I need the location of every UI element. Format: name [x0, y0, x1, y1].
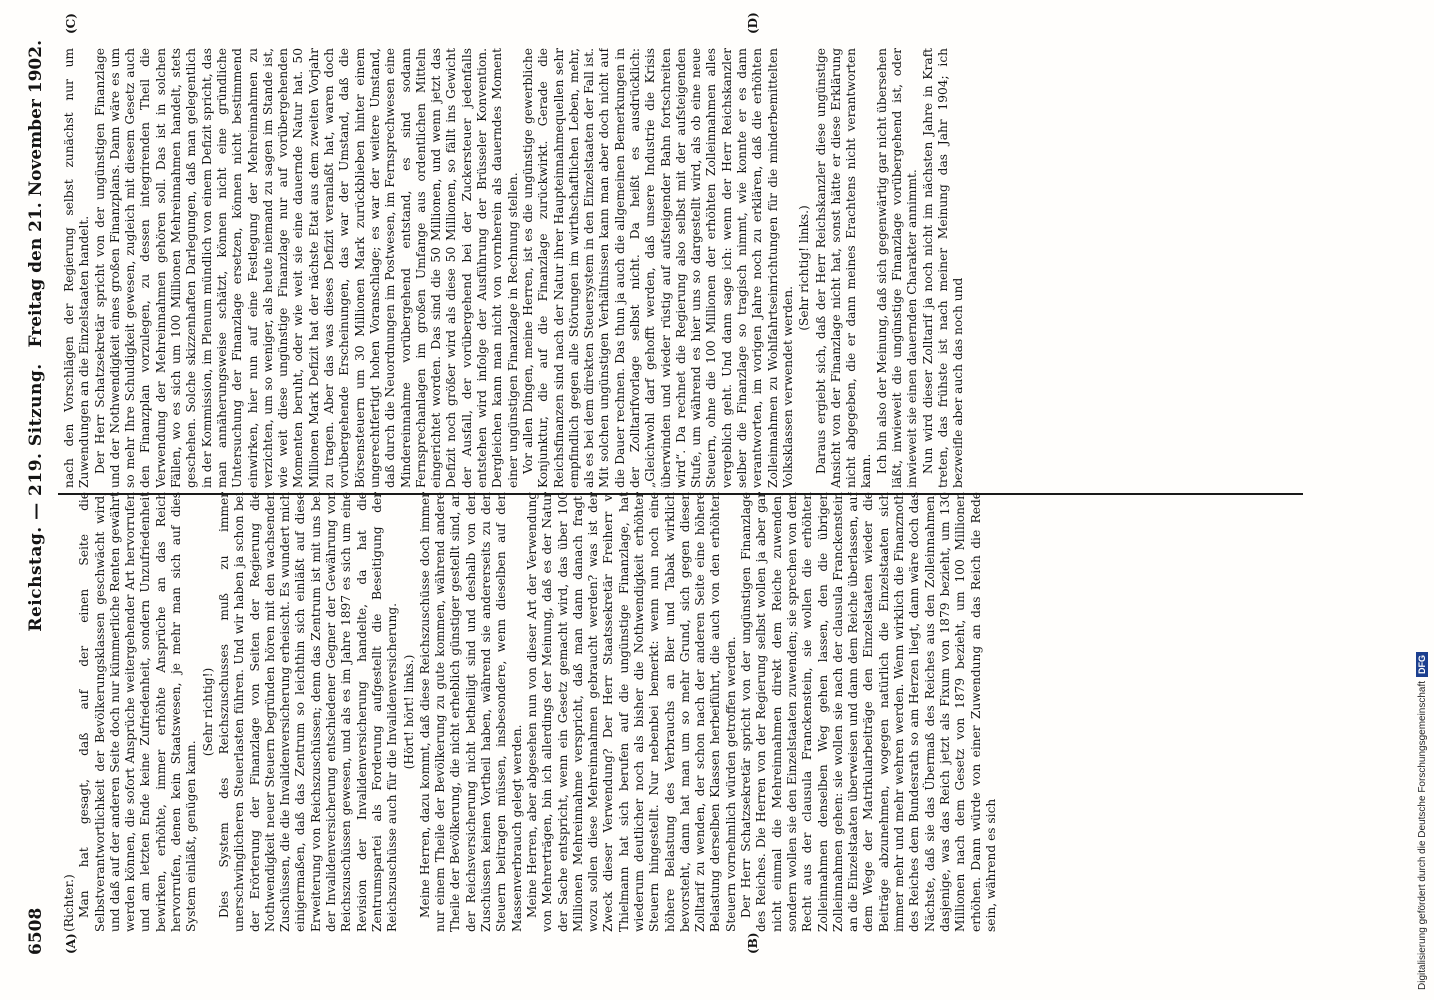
digitization-watermark — [1416, 10, 1430, 990]
column-divider — [58, 493, 1303, 495]
watermark-text: Digitalisierung gefördert durch die Deutsche Forschungsgemeinschaft — [1417, 680, 1428, 990]
paragraph: Der Herr Schatzsekretär spricht von der ungünstigen Finanzlage des Reiches. Die Herren von der Regierung selbst wollen ja aber gar nicht einmal die Mehreinnahmen direkt dem Reiche zuwenden, sondern wollen sie den Einzelstaaten zuwenden; sie sprechen von dem Recht aus der clausula Franckenstein, sie wollen die erhöhten Zolleinnahmen denselben Weg gehen lassen, den die übrigen Zolleinnahmen gehen: sie wollen sie nach der clausula Franckenstein an die Einzelstaaten überweisen und dann dem Reiche überlassen, auf dem Wege der Matrikularbeiträge den Einzelstaaten wieder die Beiträge abzunehmen, wogegen natürlich die Einzelstaaten sich immer mehr und mehr wehren werden. Wenn wirklich die Finanznoth des Reiches dem Bundesrath so am Herzen liegt, dann wäre doch das Nächste, daß sie das Übermaß des Reiches aus den Zolleinnahmen, dasjenige, was das Reich jetzt als Fixum von 1879 bezieht, um 130 Millionen nach dem Gesetz von 1879 bezieht, um 100 Millionen erhöhen. Dann würde von einer Zuwendung an das Reich die Rede sein, während es sich — [739, 492, 998, 932]
paragraph: Vor allen Dingen, meine Herren, ist es die ungünstige gewerbliche Konjunktur, die auf die Finanzlage zurückwirkt. Gerade die Reichsfinanzen sind nach der Natur ihrer Haupteinnahmequellen sehr empfindlich gegen alle Störungen im wirthschaftlichen Leben, mehr, als es bei dem direkten Steuersystem in den Einzelstaaten der Fall ist. Mit solchen ungünstigen Verhältnissen kann man aber doch nicht auf die Dauer rechnen. Das thun ja auch die allgemeinen Bemerkungen in der Zolltarifvorlage selbst nicht. Da heißt es ausdrücklich: „Gleichwohl darf gehofft werden, daß unsere Industrie die Krisis überwinden und wieder rüstig auf aufsteigender Bahn fortschreiten wird“. Da rechnet die Regierung also selbst mit der aufsteigenden Stufe, um während es hier uns so dargestellt wird, als ob eine neue Steuern, ohne die 100 Millionen der erhöhten Zolleinnahmen alles vergeblich geht. Und dann sage ich: wenn der Herr Reichskanzler selber die Finanzlage so tragisch nimmt, wie konnte er es dann verantworten, im vorigen Jahre noch zu erklären, daß die erhöhten Zolleinnahmen zu Wohlfahrtseinrichtungen für die minderbemittelten Volksklassen verwendet werden. — [520, 48, 795, 488]
page-number: 6508 — [26, 907, 46, 955]
interjection: (Hört! hört! links.) — [401, 654, 416, 770]
page-header — [22, 40, 50, 955]
margin-letter-a: (A) — [64, 933, 78, 954]
left-column — [62, 492, 1302, 932]
paragraph: Man hat gesagt, daß auf der einen Seite die Selbstverantwortlichkeit der Bevölkerungsklassen geschwächt wird, und daß auf der anderen Seite doch nur kümmerliche Renten gewährt werden können, die sofort Ansprüche weitergehender Art hervorrufen und am letzten Ende keine Zufriedenheit, sondern Unzufriedenheit bewirken, erhöhte, immer erhöhte Ansprüche an das Reich hervorrufen, denen kein Staatswesen, je mehr man sich auf dies System einläßt, genügen kann. — [77, 492, 199, 932]
speaker-name: (Richter.) — [62, 874, 76, 932]
paragraph: Daraus ergiebt sich, daß der Herr Reichskanzler diese ungünstige Ansicht von der Finanzlage nicht hat, sonst hätte er diese Erklärung nicht abgegeben, die er dann meines Erachtens nicht verantworten kann. — [813, 48, 874, 488]
interjection: (Sehr richtig! links.) — [797, 205, 812, 331]
paragraph: Dies System des Reichszuschusses muß zu immer unerschwinglicheren Steuerlasten führen. Und wir haben ja schon bei der Erörterung der Finanzlage von Seiten der Regierung die Nothwendigkeit neuer Steuern begründen hören mit den wachsenden Zuschüssen, die die Invalidenversicherung erheischt. Es wundert mich einigermaßen, daß das Zentrum so leichthin sich einläßt auf diese Erweiterung von Reichszuschüssen; denn das Zentrum ist mit uns bei der Invalidenversicherung entschiedener Gegner der Gewährung von Reichszuschüssen gewesen, und als es im Jahre 1897 es sich um eine Revision der Invalidenversicherung handelte, da hat die Zentrumspartei als Forderung aufgestellt die Beseitigung der Reichszuschüsse auch für die Invalidenversicherung. — [216, 492, 400, 932]
dfg-logo: DFG — [1416, 652, 1428, 677]
interjection: (Sehr richtig!) — [200, 667, 215, 757]
right-column — [62, 48, 1302, 488]
paragraph: Der Herr Schatzsekretär spricht von der ungünstigen Finanzlage und der Nothwendigkeit eines großen Finanzplans. Dann wäre es um so mehr Ihre Schuldigkeit gewesen, zugleich mit diesem Gesetz auch den Finanzplan vorzulegen, zu dessen integrirenden Theil die Verwendung der Mehreinnahmen gehören soll. Das ist in solchen Fällen, wo es sich um 100 Millionen Mehreinnahmen handelt, stets geschehen. Solche skizzenhaften Darlegungen, daß man gelegentlich in der Kommission, im Plenum mündlich von einem Defizit spricht, das man annäherungsweise schätzt, können nicht eine gründliche Untersuchung der Finanzlage ersetzen, können nicht bestimmend einwirken, hier nun auf eine Festlegung der Mehreinnahmen zu verzichten, um so weniger, als heute niemand zu sagen im Stande ist, wie weit diese ungünstige Finanzlage nur auf vorübergehenden Momenten beruht, oder wie weit sie eine dauernde Natur hat. 50 Millionen Mark Defizit hat der nächste Etat aus dem zweiten Vorjahr zu tragen. Aber das was dieses Defizit veranlaßt hat, waren doch vorübergehende Erscheinungen, das war der Umstand, daß die Börsensteuern um 30 Millionen Mark zurückblieben hinter einem ungerechtfertigt hohen Voranschlage; es war der weitere Umstand, daß durch die Neuordnungen im Postwesen, im Fernsprechwesen eine Mindereinnahme vorübergehend entstand, es sind sodann Fernsprechanlagen im großen Umfange aus ordentlichen Mitteln eingerichtet worden. Das sind die 50 Millionen, und wenn jetzt das Defizit noch größer wird als diese 50 Millionen, so fällt ins Gewicht der Ausfall, der vorübergehend bei der Zuckersteuer jedenfalls entstehen wird infolge der Ausführung der Brüsseler Konvention. Dergleichen kann man nicht von vornherein als dauerndes Moment einer ungünstigen Finanzlage in Rechnung stellen. — [92, 48, 520, 488]
paragraph: Ich bin also der Meinung, daß sich gegenwärtig gar nicht übersehen läßt, inwieweit die ungünstige Finanzlage vorübergehend ist, oder inwieweit sie einen dauernden Charakter annimmt. — [874, 48, 920, 488]
session-title: Reichstag. — 219. Sitzung. — [26, 363, 46, 632]
paragraph: nach den Vorschlägen der Regierung selbst zunächst nur um Zuwendungen an die Einzelstaaten handelt. — [62, 48, 92, 488]
margin-letter-d: (D) — [746, 12, 760, 34]
margin-letter-b: (B) — [746, 932, 760, 954]
margin-letter-c: (C) — [64, 13, 78, 34]
paragraph: Nun wird dieser Zolltarif ja noch nicht im nächsten Jahre in Kraft treten, das frühste ist nach meiner Meinung das Jahr 1904; ich bezweifle aber auch das noch und — [920, 48, 966, 488]
paragraph: Meine Herren, dazu kommt, daß diese Reichszuschüsse doch immer nur einem Theile der Bevölkerung zu gute kommen, während andere Theile der Bevölkerung, die nicht erheblich günstiger gestellt sind, an der Reichsversicherung nicht betheiligt sind und deshalb von den Zuschüssen keinen Vortheil haben, während sie andererseits zu den Steuern beitragen müssen, insbesondere, wenn dieselben auf den Massenverbrauch gelegt werden. — [417, 492, 524, 932]
session-date: Freitag den 21. November 1902. — [26, 40, 46, 348]
paragraph: Meine Herren, aber abgesehen nun von dieser Art der Verwendung von Mehrerträgen, bin ich allerdings der Meinung, daß es der Natur der Sache entspricht, wenn ein Gesetz gemacht wird, das über 100 Millionen Mehreinnahme verspricht, daß man dann danach fragt: wozu sollen diese Mehreinnahmen gebraucht werden? was ist der Zweck dieser Verwendung? Der Herr Staatssekretär Freiherr v. Thielmann hat sich berufen auf die ungünstige Finanzlage, hat wiederum deutlicher noch als bisher die Nothwendigkeit erhöhter Steuern hingestellt. Nur nebenbei bemerkt: wenn nun noch eine höhere Belastung des Verbrauchs an Bier und Tabak wirklich bevorsteht, dann hat man um so mehr Grund, sich gegen diesen Zolltarif zu wenden, der schon nach der anderen Seite eine höhere Belastung derselben Klassen herbeiführt, die auch von den erhöhten Steuern vornehmlich würden getroffen werden. — [524, 492, 738, 932]
